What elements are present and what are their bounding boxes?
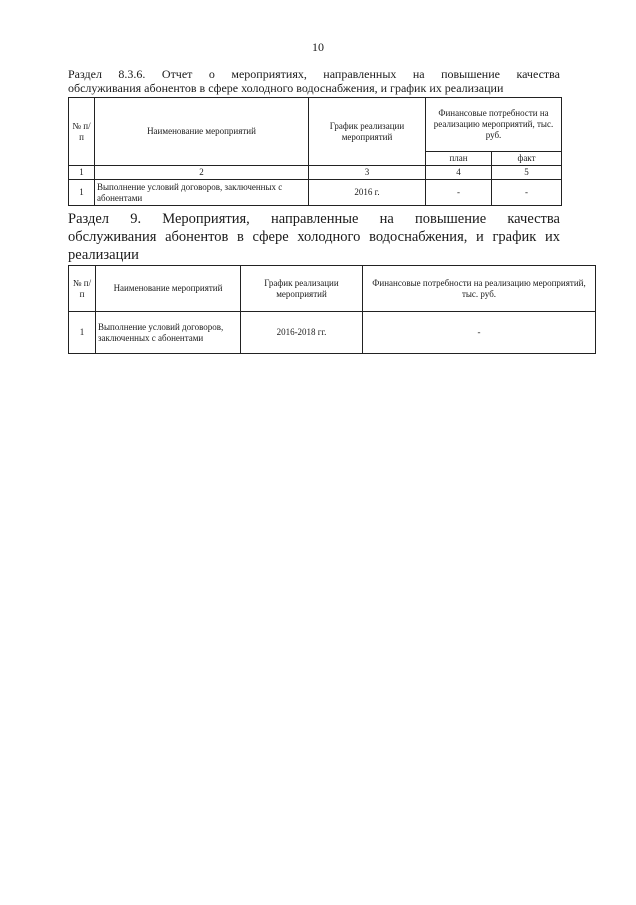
index-cell: 5: [492, 166, 562, 180]
row-finance: -: [363, 312, 596, 354]
header-name: Наименование мероприятий: [95, 98, 309, 166]
header-num: № п/п: [69, 266, 96, 312]
header-num: № п/п: [69, 98, 95, 166]
row-name: Выполнение условий договоров, заключенных с абонентами: [95, 180, 309, 206]
heading-line: обслуживания абонентов в сфере холодного водоснабжения, и график их: [68, 229, 560, 245]
row-schedule: 2016 г.: [309, 180, 426, 206]
header-schedule: График реализации мероприятий: [309, 98, 426, 166]
header-name: Наименование мероприятий: [96, 266, 241, 312]
row-plan: -: [426, 180, 492, 206]
heading-line: реализации: [68, 247, 139, 263]
heading-line: Раздел 8.3.6. Отчет о мероприятиях, направленных на повышение качества: [68, 67, 560, 81]
heading-line: Раздел 9. Мероприятия, направленные на повышение качества: [68, 211, 560, 227]
table-row: [69, 180, 562, 206]
header-plan: план: [426, 152, 492, 166]
row-name: Выполнение условий договоров, заключенных с абонентами: [96, 312, 241, 354]
table-row: [69, 312, 596, 354]
section-9-heading: [68, 210, 560, 264]
index-cell: 2: [95, 166, 309, 180]
row-num: 1: [69, 180, 95, 206]
header-schedule: График реализации мероприятий: [241, 266, 363, 312]
row-schedule: 2016-2018 гг.: [241, 312, 363, 354]
header-finance: Финансовые потребности на реализацию мероприятий, тыс. руб.: [426, 98, 562, 152]
heading-line: обслуживания абонентов в сфере холодного водоснабжения, и график их реализации: [68, 81, 504, 95]
index-cell: 3: [309, 166, 426, 180]
measures-table: [68, 265, 596, 354]
header-fact: факт: [492, 152, 562, 166]
index-cell: 4: [426, 166, 492, 180]
section-8-3-6-heading: [68, 67, 560, 95]
index-cell: 1: [69, 166, 95, 180]
page-number: 10: [312, 40, 324, 54]
row-num: 1: [69, 312, 96, 354]
report-table: [68, 97, 562, 206]
row-fact: -: [492, 180, 562, 206]
header-finance: Финансовые потребности на реализацию мероприятий, тыс. руб.: [363, 266, 596, 312]
